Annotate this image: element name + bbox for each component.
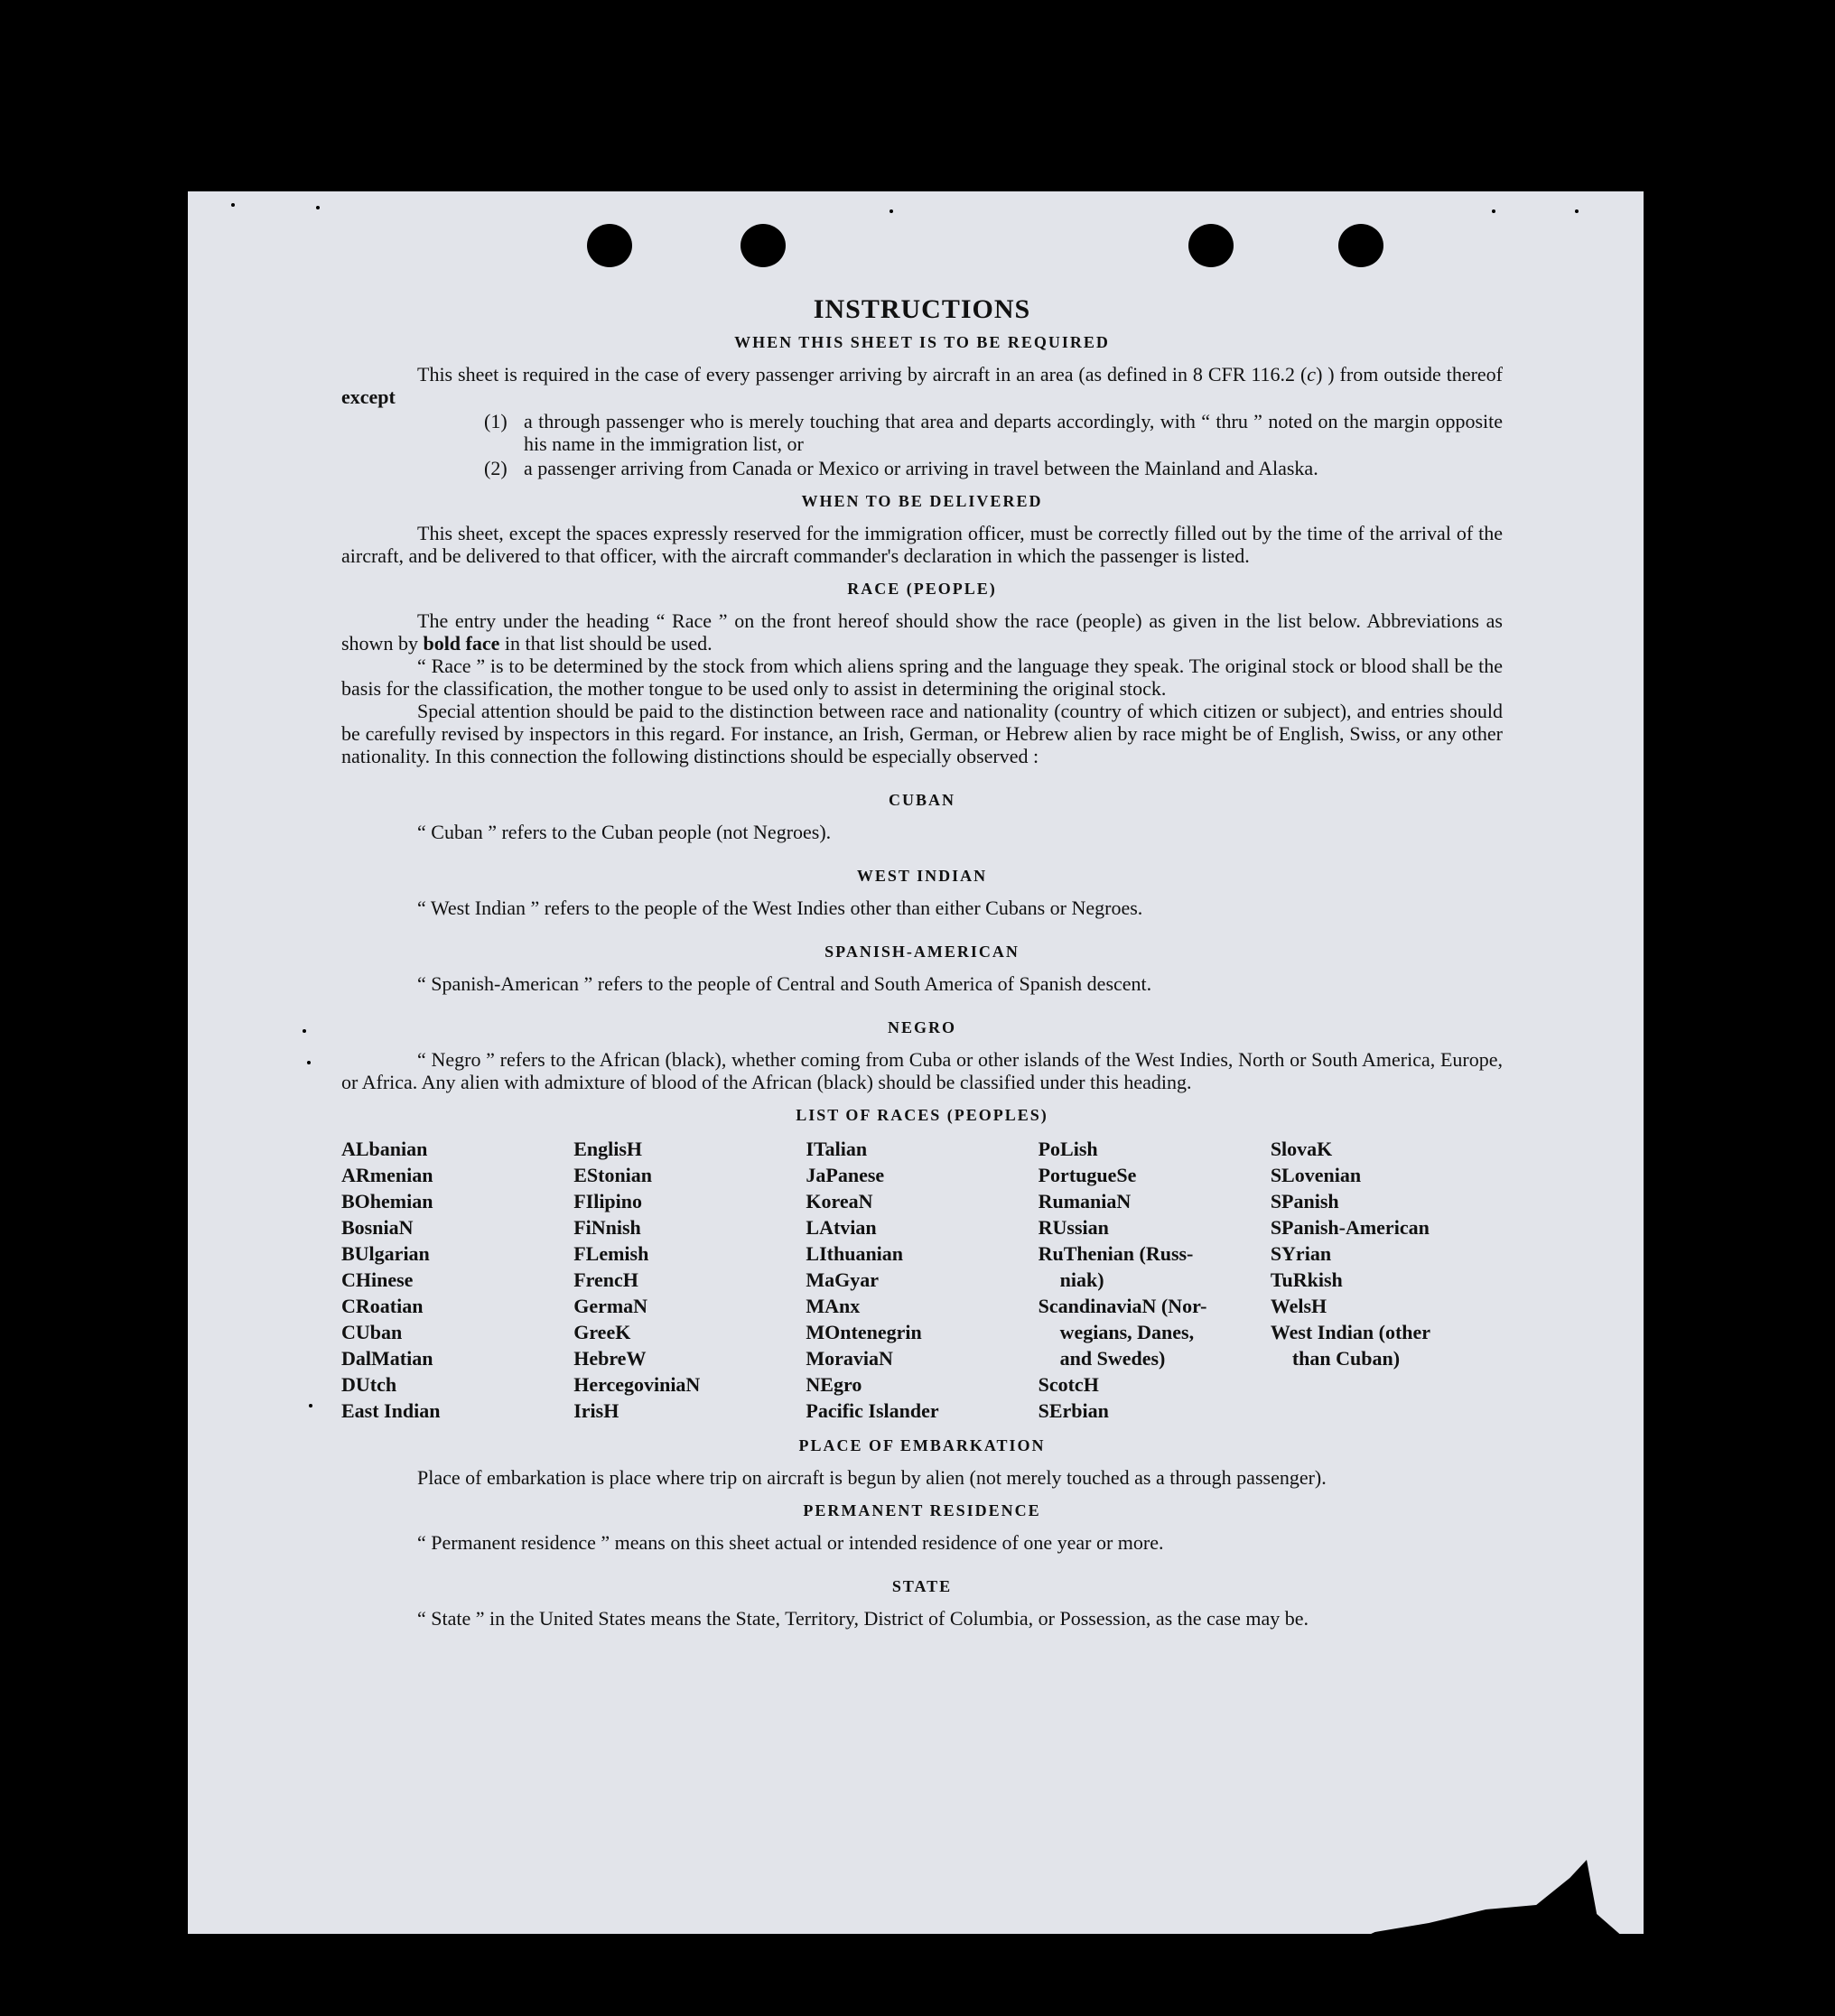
race-entry: SPanish-American (1270, 1216, 1430, 1239)
race-entry: RumaniaN (1038, 1190, 1132, 1212)
speck (231, 203, 235, 207)
race-entry: RUssian (1038, 1216, 1109, 1239)
races-table (341, 1136, 1503, 1424)
item-text: a through passenger who is merely touching that area and departs accordingly, with “ thru ” noted on the margin opposite his name in the immigration list, or (524, 410, 1503, 455)
race-entry: ITalian (806, 1138, 868, 1160)
text-segment: The entry under the heading “ Race ” on the front hereof should show the race (people) as given in the list below. Abbreviations as shown by (341, 609, 1503, 655)
paragraph-west-indian: “ West Indian ” refers to the people of the West Indies other than either Cubans or Negroes. (417, 897, 1143, 919)
speck (303, 1029, 306, 1033)
race-entry: KoreaN (806, 1190, 873, 1212)
heading-west-indian: WEST INDIAN (856, 867, 988, 885)
race-entry: EStonian (573, 1164, 653, 1186)
race-entry: MAnx (806, 1295, 861, 1317)
heading-spanish-american: SPANISH-AMERICAN (824, 943, 1020, 961)
speck (309, 1404, 312, 1407)
races-column-5 (1271, 1136, 1503, 1424)
paragraph-race-distinction: Special attention should be paid to the distinction between race and nationality (country of which citizen or subject), and entries should be carefully revised by inspectors in this regard. For instance, an Irish, German, or Hebrew alien by race might be of English, Swiss, or any other nationality. In this connection the following distinctions should be especially observed : (341, 700, 1503, 767)
text-italic: c (1307, 363, 1317, 386)
race-entry: SLovenian (1270, 1164, 1362, 1186)
race-entry: GreeK (573, 1321, 631, 1343)
race-entry: DalMatian (341, 1347, 433, 1370)
punch-hole (1188, 224, 1234, 267)
paragraph-race-entry (341, 609, 1503, 655)
heading-list-of-races: LIST OF RACES (PEOPLES) (796, 1106, 1048, 1124)
races-column-1 (341, 1136, 573, 1424)
race-entry: West Indian (other (1270, 1321, 1431, 1343)
race-entry: IrisH (573, 1399, 619, 1422)
paragraph-race-stock: “ Race ” is to be determined by the stock from which aliens spring and the language they speak. The original stock or blood shall be the basis for the classification, the mother tongue to be used only to assist in determining the original stock. (341, 655, 1503, 700)
race-entry-continued: wegians, Danes, (1059, 1321, 1195, 1343)
text-bold: except (341, 386, 396, 408)
paragraph-state: “ State ” in the United States means the State, Territory, District of Columbia, or Possession, as the case may be. (417, 1607, 1309, 1630)
race-entry: FLemish (573, 1242, 649, 1265)
paragraph-permanent-residence: “ Permanent residence ” means on this sheet actual or intended residence of one year or more. (417, 1531, 1164, 1554)
paragraph-cuban: “ Cuban ” refers to the Cuban people (not Negroes). (417, 821, 832, 843)
race-entry: CHinese (341, 1268, 414, 1291)
race-entry: FiNnish (573, 1216, 641, 1239)
list-item (341, 410, 1503, 455)
race-entry-continued: and Swedes) (1059, 1347, 1166, 1370)
punch-hole (1338, 224, 1383, 267)
item-number: (2) (484, 457, 508, 479)
race-entry: TuRkish (1270, 1268, 1343, 1291)
race-entry: HebreW (573, 1347, 647, 1370)
race-entry: DUtch (341, 1373, 397, 1396)
heading-state: STATE (891, 1577, 953, 1595)
heading-when-delivered: WHEN TO BE DELIVERED (801, 492, 1043, 510)
race-entry: SYrian (1270, 1242, 1332, 1265)
race-entry: NEgro (806, 1373, 862, 1396)
text-bold: bold face (423, 632, 500, 655)
heading-cuban: CUBAN (888, 791, 955, 809)
punch-hole (741, 224, 786, 267)
race-entry: BosniaN (341, 1216, 414, 1239)
speck (307, 1061, 311, 1064)
instructions-document (341, 294, 1504, 1630)
race-entry: LIthuanian (806, 1242, 904, 1265)
paragraph-delivered: This sheet, except the spaces expressly reserved for the immigration officer, must be correctly filled out by the time of the arrival of the aircraft, and be delivered to that officer, with the aircraft commander's declaration in which the passenger is listed. (341, 522, 1503, 567)
race-entry: SPanish (1270, 1190, 1339, 1212)
text-segment: in that list should be used. (504, 632, 713, 655)
race-entry: HercegoviniaN (573, 1373, 701, 1396)
race-entry: ScotcH (1038, 1373, 1099, 1396)
race-entry: GermaN (573, 1295, 648, 1317)
race-entry: LAtvian (806, 1216, 877, 1239)
race-entry: EnglisH (573, 1138, 643, 1160)
race-entry: CUban (341, 1321, 403, 1343)
race-entry-continued: niak) (1059, 1268, 1104, 1291)
race-entry: SErbian (1038, 1399, 1109, 1422)
race-entry: ScandinaviaN (Nor- (1038, 1295, 1207, 1317)
race-entry: MaGyar (806, 1268, 880, 1291)
race-entry: ALbanian (341, 1138, 428, 1160)
speck (316, 206, 320, 209)
punch-hole (587, 224, 632, 267)
race-entry: RuThenian (Russ- (1038, 1242, 1194, 1265)
race-entry: BOhemian (341, 1190, 433, 1212)
list-item (341, 457, 1503, 479)
item-number: (1) (484, 410, 508, 432)
heading-when-required: WHEN THIS SHEET IS TO BE REQUIRED (734, 333, 1110, 351)
paragraph-spanish-american: “ Spanish-American ” refers to the people of Central and South America of Spanish descent. (417, 972, 1152, 995)
race-entry: SlovaK (1270, 1138, 1333, 1160)
item-text: a passenger arriving from Canada or Mexico or arriving in travel between the Mainland and Alaska. (524, 457, 1318, 479)
race-entry: PoLish (1038, 1138, 1098, 1160)
race-entry: JaPanese (806, 1164, 885, 1186)
page-title: INSTRUCTIONS (813, 294, 1031, 324)
race-entry: FIlipino (573, 1190, 643, 1212)
race-entry: East Indian (341, 1399, 441, 1422)
text-segment: This sheet is required in the case of every passenger arriving by aircraft in an area (as defined in 8 CFR 116.2 ( (417, 363, 1308, 386)
races-column-4 (1039, 1136, 1271, 1424)
paragraph-required (341, 363, 1503, 408)
race-entry-continued: than Cuban) (1291, 1347, 1401, 1370)
race-entry: PortugueSe (1038, 1164, 1137, 1186)
paragraph-embarkation: Place of embarkation is place where trip on aircraft is begun by alien (not merely touched as a through passenger). (417, 1466, 1327, 1489)
races-column-2 (573, 1136, 806, 1424)
race-entry: BUlgarian (341, 1242, 430, 1265)
race-entry: WelsH (1270, 1295, 1327, 1317)
speck (1492, 209, 1495, 213)
races-column-3 (806, 1136, 1038, 1424)
speck (890, 209, 893, 213)
race-entry: MoraviaN (806, 1347, 893, 1370)
text-segment: ) ) from outside thereof (1316, 363, 1504, 386)
heading-permanent-residence: PERMANENT RESIDENCE (803, 1501, 1041, 1519)
race-entry: CRoatian (341, 1295, 424, 1317)
heading-negro: NEGRO (887, 1018, 956, 1036)
paragraph-negro: “ Negro ” refers to the African (black), whether coming from Cuba or other islands of the West Indies, North or South America, Europe, or Africa. Any alien with admixture of blood of the African (black) should be classified under this heading. (341, 1048, 1503, 1093)
speck (1575, 209, 1579, 213)
race-entry: ARmenian (341, 1164, 433, 1186)
race-entry: FrencH (573, 1268, 638, 1291)
race-entry: Pacific Islander (806, 1399, 939, 1422)
race-entry: MOntenegrin (806, 1321, 922, 1343)
heading-embarkation: PLACE OF EMBARKATION (798, 1436, 1046, 1454)
heading-race: RACE (PEOPLE) (847, 580, 997, 598)
